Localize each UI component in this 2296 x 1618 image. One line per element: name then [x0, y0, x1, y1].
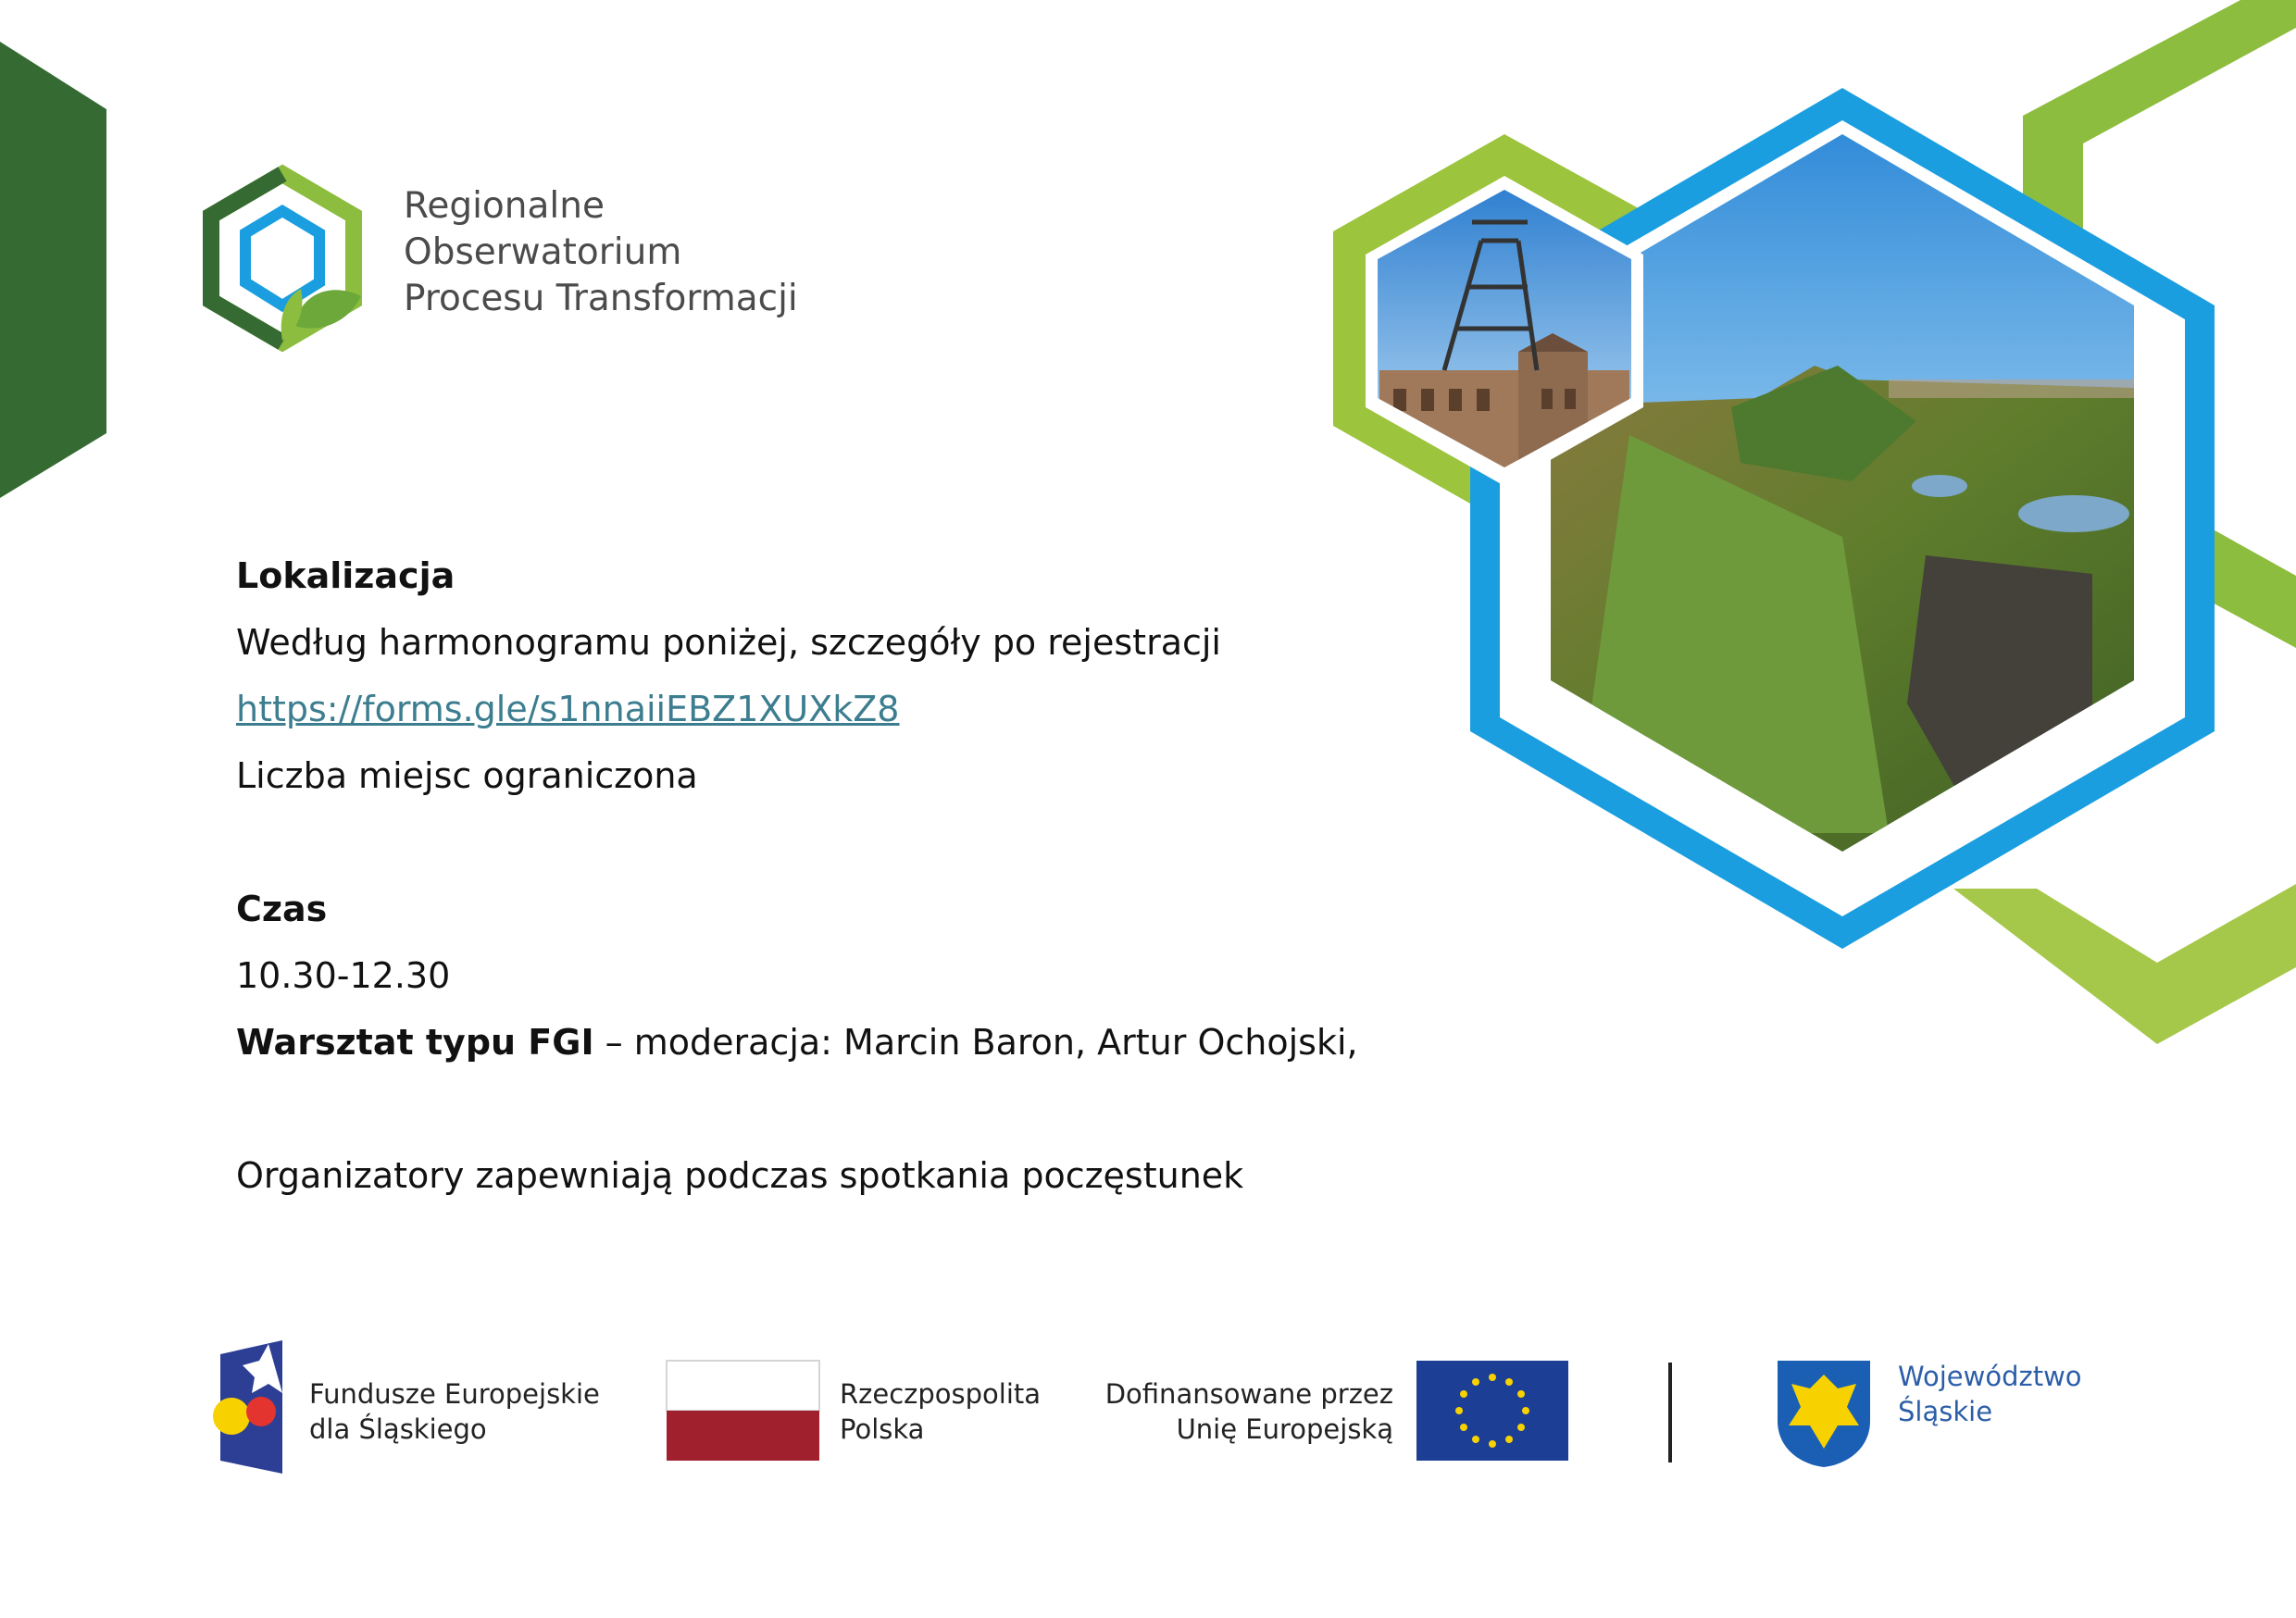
silesia-coat-of-arms-icon: [1778, 1361, 1870, 1467]
workshop-moderators: – moderacja: Marcin Baron, Artur Ochojski,: [593, 1022, 1358, 1063]
ws-line-1: Województwo: [1898, 1361, 2082, 1392]
refreshments-note: Organizatory zapewniają podczas spotkania poczęstunek: [236, 1155, 1244, 1196]
rp-logo-text: [840, 1376, 1041, 1447]
rp-line-1: Rzeczpospolita: [840, 1378, 1042, 1410]
left-decor-shape: [0, 42, 106, 498]
footer-divider: [1668, 1363, 1672, 1462]
logo-line-2: Obserwatorium: [404, 231, 682, 273]
location-heading: Lokalizacja: [236, 555, 455, 596]
logo-line-3: Procesu Transformacji: [404, 278, 798, 319]
registration-link[interactable]: https://forms.gle/s1nnaiiEBZ1XUXkZ8: [236, 689, 900, 729]
logo-line-1: Regionalne: [404, 185, 605, 227]
eu-line-1: Dofinansowane przez: [1104, 1378, 1393, 1410]
event-details: [236, 542, 1532, 1209]
polish-flag-icon: [667, 1361, 819, 1461]
workshop-line: [236, 1009, 1532, 1076]
silesia-logo-text: [1898, 1359, 2082, 1429]
eu-flag-icon: [1416, 1361, 1568, 1461]
time-range: 10.30-12.30: [236, 955, 451, 996]
ws-line-2: Śląskie: [1898, 1396, 1993, 1427]
fe-logo-text: [309, 1376, 600, 1447]
seats-text: Liczba miejsc ograniczona: [236, 755, 698, 796]
schedule-text: Według harmonogramu poniżej, szczegóły po rejestracji: [236, 622, 1221, 663]
fe-logo-icon: [213, 1340, 282, 1474]
fe-line-2: dla Śląskiego: [309, 1413, 487, 1445]
eu-line-2: Unię Europejską: [1176, 1413, 1393, 1445]
time-heading: Czas: [236, 889, 328, 929]
rop-logo-icon: [211, 174, 361, 342]
rop-logo-text: [404, 183, 798, 322]
bottom-right-chevron: [1953, 884, 2296, 1044]
rp-line-2: Polska: [840, 1413, 925, 1445]
eu-logo-text: [1065, 1376, 1393, 1447]
workshop-type: Warsztat typu FGI: [236, 1022, 594, 1063]
fe-line-1: Fundusze Europejskie: [309, 1378, 600, 1410]
